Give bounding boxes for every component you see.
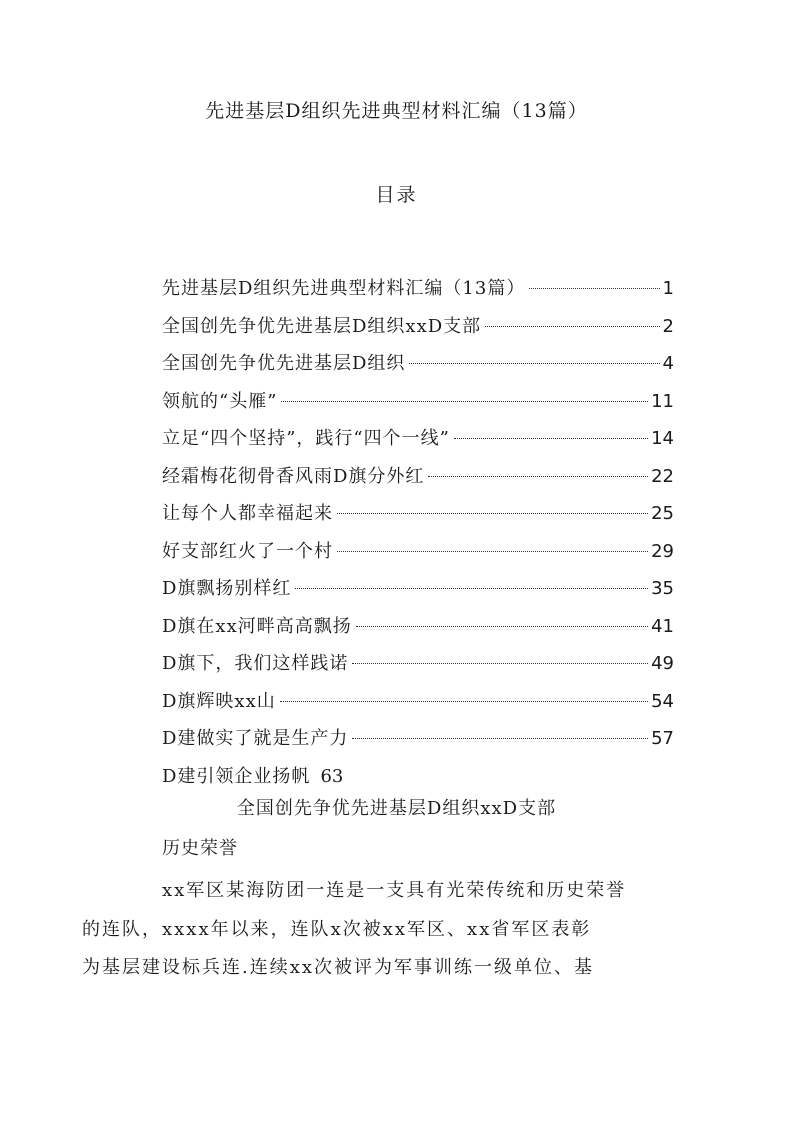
toc-entry-page: 2 [662, 315, 674, 337]
toc-entry-title: 全国创先争优先进基层D组织 [162, 353, 406, 374]
toc-entry-title: 让每个人都幸福起来 [162, 503, 333, 524]
toc-entry-page: 25 [651, 503, 674, 524]
paragraph-line: 的连队，xxxx年以来，连队x次被xx军区、xx省军区表彰 [82, 918, 592, 940]
toc-dot-leader [352, 663, 648, 664]
toc-entry[interactable] [162, 687, 674, 725]
toc-dot-leader [337, 551, 648, 552]
subheading: 历史荣誉 [162, 838, 238, 859]
toc-entry[interactable] [162, 649, 674, 687]
paragraph-line: 为基层建设标兵连.连续xx次被评为军事训练一级单位、基 [82, 957, 595, 978]
toc-entry-title: D旗飘扬别样红 [162, 578, 292, 599]
toc-entry-title: 经霜梅花彻骨香风雨D旗分外红 [162, 465, 425, 487]
paragraph-line: xx军区某海防团一连是一支具有光荣传统和历史荣誉 [162, 880, 627, 901]
toc-entry-page: 35 [651, 578, 674, 599]
toc-entry-page: 4 [662, 353, 674, 374]
toc-entry[interactable] [162, 499, 674, 537]
table-of-contents [162, 274, 674, 799]
toc-entry-page: 57 [651, 728, 674, 749]
toc-entry-title: 先进基层D组织先进典型材料汇编（13篇） [162, 278, 526, 299]
toc-dot-leader [281, 401, 648, 402]
toc-entry-page: 54 [651, 690, 674, 712]
toc-dot-leader [529, 288, 659, 289]
toc-dot-leader [428, 476, 648, 477]
toc-entry-page: 14 [651, 428, 674, 449]
toc-entry-page: 41 [651, 615, 674, 637]
toc-entry-page: 49 [651, 653, 674, 674]
toc-entry[interactable] [162, 274, 674, 312]
toc-dot-leader [454, 438, 648, 439]
toc-entry-title: 全国创先争优先进基层D组织xxD支部 [162, 315, 482, 337]
toc-dot-leader [356, 626, 648, 627]
toc-entry-title: 好支部红火了一个村 [162, 540, 333, 562]
toc-entry-title: 立足“四个坚持”，践行“四个一线” [162, 428, 450, 449]
body-paragraph [82, 872, 674, 988]
toc-entry-page: 1 [662, 278, 674, 299]
toc-heading: 目录 [375, 184, 418, 206]
page-title: 先进基层D组织先进典型材料汇编（13篇） [205, 100, 588, 122]
toc-entry[interactable] [162, 349, 674, 387]
toc-entry-title: 领航的“头雁” [162, 390, 278, 412]
toc-dot-leader [280, 701, 648, 702]
toc-dot-leader [409, 363, 659, 364]
toc-entry-page: 63 [320, 765, 344, 787]
toc-entry[interactable] [162, 612, 674, 650]
toc-dot-leader [485, 326, 659, 327]
toc-entry-title: D旗在xx河畔高高飘扬 [162, 615, 352, 637]
toc-dot-leader [295, 588, 648, 589]
toc-entry[interactable] [162, 387, 674, 425]
toc-entry-title: D旗辉映xx山 [162, 690, 276, 712]
toc-entry-title: D建引领企业扬帆 [162, 765, 311, 787]
toc-entry-page: 22 [651, 465, 674, 487]
toc-entry[interactable] [162, 724, 674, 762]
toc-entry[interactable] [162, 462, 674, 500]
toc-dot-leader [337, 513, 648, 514]
toc-entry[interactable] [162, 537, 674, 575]
toc-entry[interactable] [162, 312, 674, 350]
toc-entry[interactable] [162, 424, 674, 462]
toc-entry-title: D建做实了就是生产力 [162, 728, 349, 749]
toc-entry-page: 29 [651, 540, 674, 562]
toc-entry-page: 11 [651, 390, 674, 412]
toc-entry-title: D旗下，我们这样践诺 [162, 653, 349, 674]
toc-entry[interactable] [162, 574, 674, 612]
section-title: 全国创先争优先进基层D组织xxD支部 [236, 798, 557, 819]
toc-dot-leader [352, 738, 648, 739]
